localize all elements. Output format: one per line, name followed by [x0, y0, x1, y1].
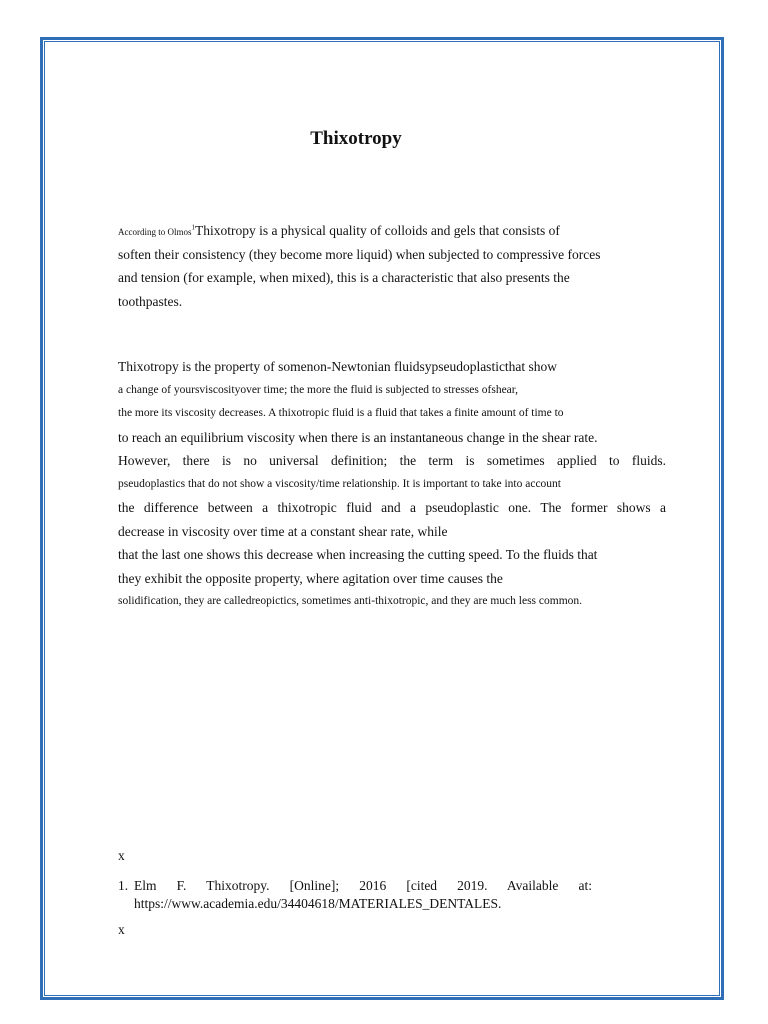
paragraph-line: and tension (for example, when mixed), this is a characteristic that also presents the: [118, 270, 570, 285]
paragraph-line: to reach an equilibrium viscosity when there is an instantaneous change in the shear rate.: [118, 429, 598, 445]
citation-superscript: 1: [191, 223, 195, 232]
paragraph-intro: [118, 219, 666, 313]
reference-citation: Elm F. Thixotropy. [Online]; 2016 [cited 2019. Available at:: [134, 878, 592, 893]
bibliography-marker-bottom: x: [118, 922, 125, 937]
paragraph-line: the more its viscosity decreases. A thixotropic fluid is a fluid that takes a finite amount of time to: [118, 407, 564, 419]
paragraph-line: that the last one shows this decrease when increasing the cutting speed. To the fluids that: [118, 547, 598, 562]
paragraph-line: [118, 219, 666, 243]
paragraph-line: decrease in viscosity over time at a constant shear rate, while: [118, 523, 448, 539]
reference-number: 1.: [118, 878, 129, 893]
paragraph-line: pseudoplastics that do not show a viscosity/time relationship. It is important to take into account: [118, 477, 561, 490]
paragraph-line: However, there is no universal definition; the term is sometimes applied to fluids.: [118, 453, 666, 468]
paragraph-line: soften their consistency (they become more liquid) when subjected to compressive forces: [118, 246, 601, 262]
paragraph-line: solidification, they are calledreopictics, sometimes anti-thixotropic, and they are much less common.: [118, 595, 583, 607]
reference-entry: [118, 877, 592, 913]
citation-lead: According to Olmos: [118, 227, 192, 237]
paragraph-line: a change of yoursviscosityover time; the more the fluid is subjected to stresses ofshear,: [118, 383, 519, 396]
document-title: Thixotropy: [310, 128, 402, 149]
paragraph-line: Thixotropy is the property of somenon-Newtonian fluidsypseudoplasticthat show: [118, 359, 558, 374]
paragraph-line: they exhibit the opposite property, where agitation over time causes the: [118, 570, 503, 586]
bibliography-marker-top: x: [118, 848, 125, 863]
paragraph-line: the difference between a thixotropic fluid and a pseudoplastic one. The former shows a: [118, 500, 666, 515]
paragraph-text: Thixotropy is a physical quality of colloids and gels that consists of: [195, 223, 560, 238]
paragraph-definition: [118, 355, 666, 614]
reference-url: https://www.academia.edu/34404618/MATERIALES_DENTALES.: [134, 896, 502, 911]
paragraph-line: toothpastes.: [118, 293, 183, 309]
